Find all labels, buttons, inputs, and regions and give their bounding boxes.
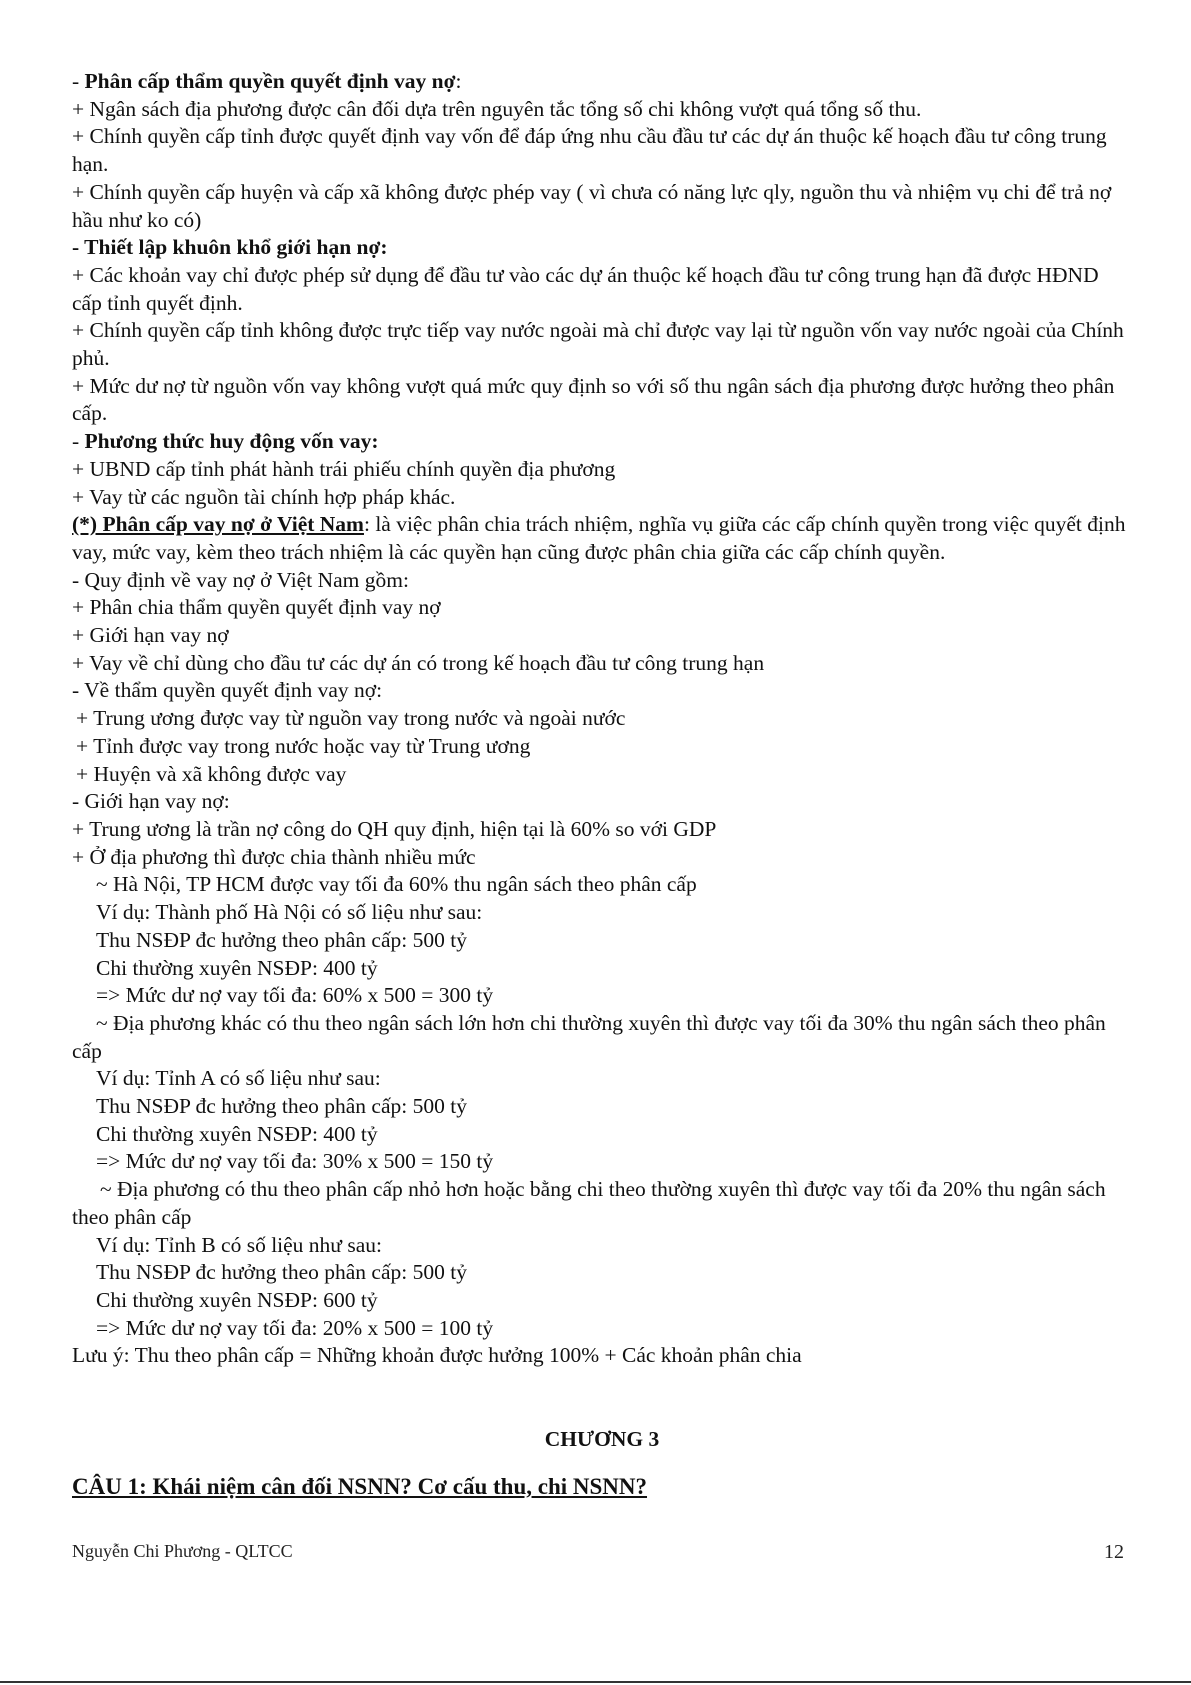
example-line: Thu NSĐP đc hưởng theo phân cấp: 500 tỷ [96, 1094, 467, 1119]
paragraph-line: - Giới hạn vay nợ: [72, 789, 230, 814]
colon: : [455, 69, 462, 93]
paragraph-line: + Mức dư nợ từ nguồn vốn vay không vượt quá mức quy định so với số thu ngân sách địa phương được hưởng theo phân cấp. [72, 373, 1115, 426]
paragraph-line: + Trung ương được vay từ nguồn vay trong nước và ngoài nước [76, 706, 626, 731]
paragraph-line: + Vay về chỉ dùng cho đầu tư các dự án có trong kế hoạch đầu tư công trung hạn [72, 650, 765, 675]
paragraph-line: + Chính quyền cấp tỉnh không được trực tiếp vay nước ngoài mà chỉ được vay lại từ nguồn vốn vay nước ngoài của Chính phủ. [72, 318, 1124, 371]
line-mobilization-heading [72, 428, 1132, 456]
paragraph-line: + Chính quyền cấp tỉnh được quyết định vay vốn để đáp ứng nhu cầu đầu tư các dự án thuộc kế hoạch đầu tư công trung hạn. [72, 124, 1107, 177]
definition-term: (*) Phân cấp vay nợ ở Việt Nam [72, 512, 364, 537]
section-heading: Phương thức huy động vốn vay: [84, 429, 379, 454]
paragraph-line: + Phân chia thẩm quyền quyết định vay nợ [72, 595, 441, 620]
paragraph-line: + Trung ương là trần nợ công do QH quy định, hiện tại là 60% so với GDP [72, 816, 717, 841]
example-line: Ví dụ: Thành phố Hà Nội có số liệu như sau: [96, 900, 483, 925]
example-result: => Mức dư nợ vay tối đa: 60% x 500 = 300 tỷ [96, 983, 494, 1008]
footer-author: Nguyễn Chi Phương - QLTCC [72, 1541, 293, 1561]
paragraph-line [72, 1176, 1132, 1231]
paragraph-line: - Quy định về vay nợ ở Việt Nam gồm: [72, 567, 409, 592]
section-heading: Phân cấp thẩm quyền quyết định vay nợ [84, 69, 456, 93]
paragraph-line: + Ở địa phương thì được chia thành nhiều mức [72, 844, 476, 869]
paragraph-line [72, 1010, 1132, 1065]
note-line: Lưu ý: Thu theo phân cấp = Những khoản được hưởng 100% + Các khoản phân chia [72, 1343, 802, 1368]
line-decentralization-heading [72, 68, 1132, 96]
spacer [72, 1370, 1132, 1426]
document-body [72, 68, 1132, 1500]
paragraph-line: + Các khoản vay chỉ được phép sử dụng để đầu tư vào các dự án thuộc kế hoạch đầu tư công trung hạn đã được HĐND cấp tỉnh quyết định. [72, 262, 1099, 315]
paragraph-text: ~ Địa phương khác có thu theo ngân sách lớn hơn chi thường xuyên thì được vay tối đa 30% thu ngân sách theo phân cấp [72, 1010, 1106, 1063]
paragraph-line: + Vay từ các nguồn tài chính hợp pháp khác. [72, 484, 456, 509]
paragraph-line: + Tỉnh được vay trong nước hoặc vay từ Trung ương [76, 733, 531, 758]
paragraph-line: + Ngân sách địa phương được cân đối dựa trên nguyên tắc tổng số chi không vượt quá tổng số thu. [72, 96, 922, 121]
page-number: 12 [1104, 1541, 1124, 1563]
paragraph-text: ~ Địa phương có thu theo phân cấp nhỏ hơn hoặc bằng chi theo thường xuyên thì được vay tối đa 20% thu ngân sách theo phân cấp [72, 1177, 1106, 1229]
definition-paragraph [72, 511, 1132, 566]
bottom-divider [0, 1681, 1191, 1683]
paragraph-line: - Về thẩm quyền quyết định vay nợ: [72, 678, 383, 703]
chapter-title: CHƯƠNG 3 [544, 1427, 660, 1452]
paragraph-line: + Chính quyền cấp huyện và cấp xã không được phép vay ( vì chưa có năng lực qly, nguồn thu và nhiệm vụ chi để trả nợ hầu như ko có) [72, 179, 1112, 232]
example-result: => Mức dư nợ vay tối đa: 30% x 500 = 150 tỷ [96, 1149, 494, 1174]
paragraph-line: ~ Hà Nội, TP HCM được vay tối đa 60% thu ngân sách theo phân cấp [96, 872, 697, 897]
example-line: Chi thường xuyên NSĐP: 600 tỷ [96, 1287, 378, 1312]
definition-text: : là việc phân chia trách nhiệm, nghĩa vụ giữa các cấp chính quyền trong việc quyết định vay, mức vay, kèm theo trách nhiệm là các quyền hạn cũng được phân chia giữa các cấp chính quyền. [72, 512, 1126, 564]
example-line: Thu NSĐP đc hưởng theo phân cấp: 500 tỷ [96, 1260, 467, 1285]
example-line: Thu NSĐP đc hưởng theo phân cấp: 500 tỷ [96, 927, 467, 952]
bullet-dash: - [72, 429, 85, 454]
example-line: Ví dụ: Tỉnh B có số liệu như sau: [96, 1232, 382, 1257]
question-heading: CÂU 1: Khái niệm cân đối NSNN? Cơ cấu thu, chi NSNN? [72, 1473, 648, 1499]
example-line: Ví dụ: Tỉnh A có số liệu như sau: [96, 1066, 381, 1091]
paragraph-line: + Huyện và xã không được vay [76, 761, 347, 786]
example-line: Chi thường xuyên NSĐP: 400 tỷ [96, 1121, 378, 1146]
paragraph-line: + Giới hạn vay nợ [72, 623, 229, 648]
section-heading-debt-limit: - Thiết lập khuôn khổ giới hạn nợ: [72, 235, 388, 260]
paragraph-line: + UBND cấp tỉnh phát hành trái phiếu chính quyền địa phương [72, 456, 616, 481]
example-line: Chi thường xuyên NSĐP: 400 tỷ [96, 955, 378, 980]
bullet-dash: - [72, 69, 85, 93]
example-result: => Mức dư nợ vay tối đa: 20% x 500 = 100 tỷ [96, 1315, 494, 1340]
